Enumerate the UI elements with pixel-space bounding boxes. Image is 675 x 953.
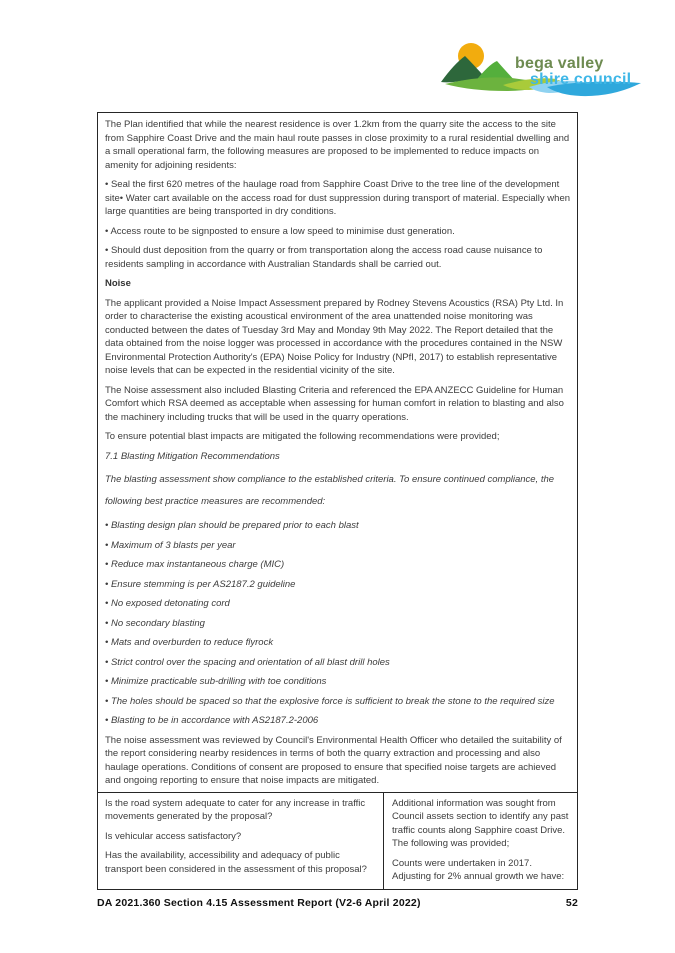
logo-name-line2: shire council (530, 71, 632, 88)
logo-graphic (441, 38, 643, 102)
bullet-item: • Reduce max instantaneous charge (MIC) (105, 559, 285, 570)
footer-title: DA 2021.360 Section 4.15 Assessment Report (V2-6 April 2022) (97, 897, 421, 909)
bullet-item: • Blasting to be in accordance with AS2187.2-2006 (105, 715, 319, 726)
bullet-item: • Strict control over the spacing and orientation of all blast drill holes (105, 656, 390, 668)
qa-table-row (98, 793, 577, 889)
bullet-item: • Seal the first 620 metres of the haulage road from Sapphire Coast Drive to the tree line of the development site• Water cart available on the access road for dust suppression during transport of material. Especially when large quantities are being transported in dry conditions. (105, 179, 571, 217)
bullet-item: • Maximum of 3 blasts per year (105, 539, 236, 551)
question-text: Has the availability, accessibility and adequacy of public transport been considered in the assessment of this proposal? (105, 850, 367, 875)
paragraph: The blasting assessment show compliance to the established criteria. To ensure continued compliance, the following best practice measures are recommended: (105, 474, 555, 507)
blasting-subsection-heading: 7.1 Blasting Mitigation Recommendations (105, 450, 280, 462)
question-text: Is the road system adequate to cater for any increase in traffic movements generated by the proposal? (105, 797, 366, 822)
page-footer (97, 897, 578, 909)
paragraph: To ensure potential blast impacts are mitigated the following recommendations were provided; (105, 431, 500, 442)
answer-text: Counts were undertaken in 2017. Adjusting for 2% annual growth we have: (392, 857, 565, 882)
bega-valley-shire-council-logo (441, 38, 643, 102)
paragraph: The Plan identified that while the nearest residence is over 1.2km from the quarry site the access to the site from Sapphire Coast Drive and the main haul route passes in close proximity to a rural residential dwelling and a small operational farm, the following measures are proposed to be implemented to reduce impacts on amenity for adjoining residents: (105, 119, 570, 171)
question-cell (98, 793, 384, 889)
answer-text: Additional information was sought from Council assets section to identify any past traffic counts along Sapphire coast Drive. The following was provided; (392, 797, 569, 849)
bullet-item: • The holes should be spaced so that the explosive force is sufficient to break the stone to the required size (105, 695, 555, 707)
logo-name-line1: bega valley (515, 55, 604, 72)
bullet-item: • No exposed detonating cord (105, 598, 230, 609)
page-number: 52 (565, 897, 578, 909)
bullet-item: • Minimize practicable sub-drilling with toe conditions (105, 676, 327, 687)
bullet-item: • Ensure stemming is per AS2187.2 guideline (105, 578, 296, 590)
question-text: Is vehicular access satisfactory? (105, 830, 242, 842)
bullet-item: • Blasting design plan should be prepared prior to each blast (105, 520, 359, 531)
paragraph: The noise assessment was reviewed by Council's Environmental Health Officer who detailed the suitability of the report considering nearby residences in terms of both the quarry extraction and processing and also haulage operations. Conditions of consent are proposed to ensure that specified noise targets are achieved and ongoing reporting to ensure that noise impacts are mitigated. (105, 734, 562, 786)
answer-cell (384, 793, 577, 889)
bullet-item: • Access route to be signposted to ensure a low speed to minimise dust generation. (105, 225, 455, 237)
assessment-text-cell (98, 113, 577, 793)
bullet-item: • Mats and overburden to reduce flyrock (105, 637, 274, 648)
bullet-item: • No secondary blasting (105, 617, 205, 629)
paragraph: The Noise assessment also included Blasting Criteria and referenced the EPA ANZECC Guideline for Human Comfort which RSA deemed as acceptable when assessing for human comfort in relation to blasting and also the machinery including trucks that will be used in the quarry operations. (105, 384, 564, 423)
assessment-table (97, 112, 578, 890)
bullet-item: • Should dust deposition from the quarry or from transportation along the access road cause nuisance to residents sampling in accordance with Australian Standards shall be carried out. (105, 245, 543, 270)
noise-section-heading: Noise (105, 278, 131, 289)
paragraph: The applicant provided a Noise Impact Assessment prepared by Rodney Stevens Acoustics (RSA) Pty Ltd. In order to characterise the existing acoustical environment of the area unattended noise monitoring was conducted between the dates of Tuesday 3rd May and Monday 9th May 2022. The Report detailed that the data obtained from the noise logger was processed in accordance with the procedures contained in the NSW Environmental Protection Authority's (EPA) Noise Policy for Industry (NPfI, 2017) to establish representative noise levels that can be expected in the residential vicinity of the site. (105, 297, 564, 376)
